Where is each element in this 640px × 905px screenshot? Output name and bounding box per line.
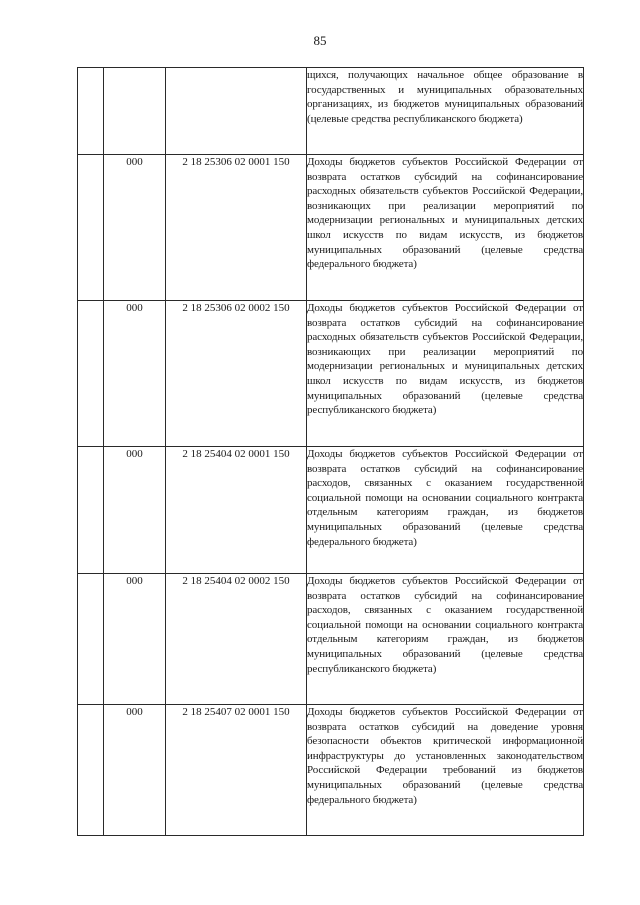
kbk-code-cell: 2 18 25407 02 0001 150 xyxy=(166,705,307,836)
description-cell: Доходы бюджетов субъектов Российской Федерации от возврата остатков субсидий на софинансирование расходных обязательств субъектов Российской Федерации, возникающих при реализации мероприятий по модернизации региональных и муниципальных детских школ искусств по видам искусств, из бюджетов муниципальных образований (целевые средства республиканского бюджета) xyxy=(307,301,584,447)
admin-code-cell: 000 xyxy=(104,447,166,574)
description-cell: Доходы бюджетов субъектов Российской Федерации от возврата остатков субсидий на софинансирование расходов, связанных с оказанием государственной социальной помощи на основании социального контракта отдельным категориям граждан, из бюджетов муниципальных образований (целевые средства федерального бюджета) xyxy=(307,447,584,574)
description-cell: Доходы бюджетов субъектов Российской Федерации от возврата остатков субсидий на софинансирование расходов, связанных с оказанием государственной социальной помощи на основании социального контракта отдельным категориям граждан, из бюджетов муниципальных образований (целевые средства республиканского бюджета) xyxy=(307,574,584,705)
kbk-code-cell: 2 18 25306 02 0002 150 xyxy=(166,301,307,447)
table-row xyxy=(78,447,584,574)
kbk-code-cell: 2 18 25306 02 0001 150 xyxy=(166,155,307,301)
admin-code-cell: 000 xyxy=(104,705,166,836)
table-row xyxy=(78,574,584,705)
kbk-code-cell: 2 18 25404 02 0002 150 xyxy=(166,574,307,705)
table-row xyxy=(78,301,584,447)
table-row xyxy=(78,155,584,301)
kbk-code-cell: 2 18 25404 02 0001 150 xyxy=(166,447,307,574)
admin-code-cell: 000 xyxy=(104,301,166,447)
empty-cell xyxy=(78,301,104,447)
admin-code-cell: 000 xyxy=(104,155,166,301)
empty-cell xyxy=(78,574,104,705)
admin-code-cell: 000 xyxy=(104,574,166,705)
page-number: 85 xyxy=(313,33,327,48)
empty-cell xyxy=(78,155,104,301)
admin-code-cell xyxy=(104,68,166,155)
table-row xyxy=(78,68,584,155)
empty-cell xyxy=(78,705,104,836)
budget-classification-table xyxy=(77,67,584,836)
empty-cell xyxy=(78,68,104,155)
description-cell: Доходы бюджетов субъектов Российской Федерации от возврата остатков субсидий на софинансирование расходных обязательств субъектов Российской Федерации, возникающих при реализации мероприятий по модернизации региональных и муниципальных детских школ искусств по видам искусств, из бюджетов муниципальных образований (целевые средства федерального бюджета) xyxy=(307,155,584,301)
kbk-code-cell xyxy=(166,68,307,155)
table-row xyxy=(78,705,584,836)
description-cell: Доходы бюджетов субъектов Российской Федерации от возврата остатков субсидий на доведение уровня безопасности объектов критической информационной инфраструктуры до установленных законодательством Российской Федерации требований из бюджетов муниципальных образований (целевые средства федерального бюджета) xyxy=(307,705,584,836)
description-cell: щихся, получающих начальное общее образование в государственных и муниципальных образовательных организациях, из бюджетов муниципальных образований (целевые средства республиканского бюджета) xyxy=(307,68,584,155)
empty-cell xyxy=(78,447,104,574)
